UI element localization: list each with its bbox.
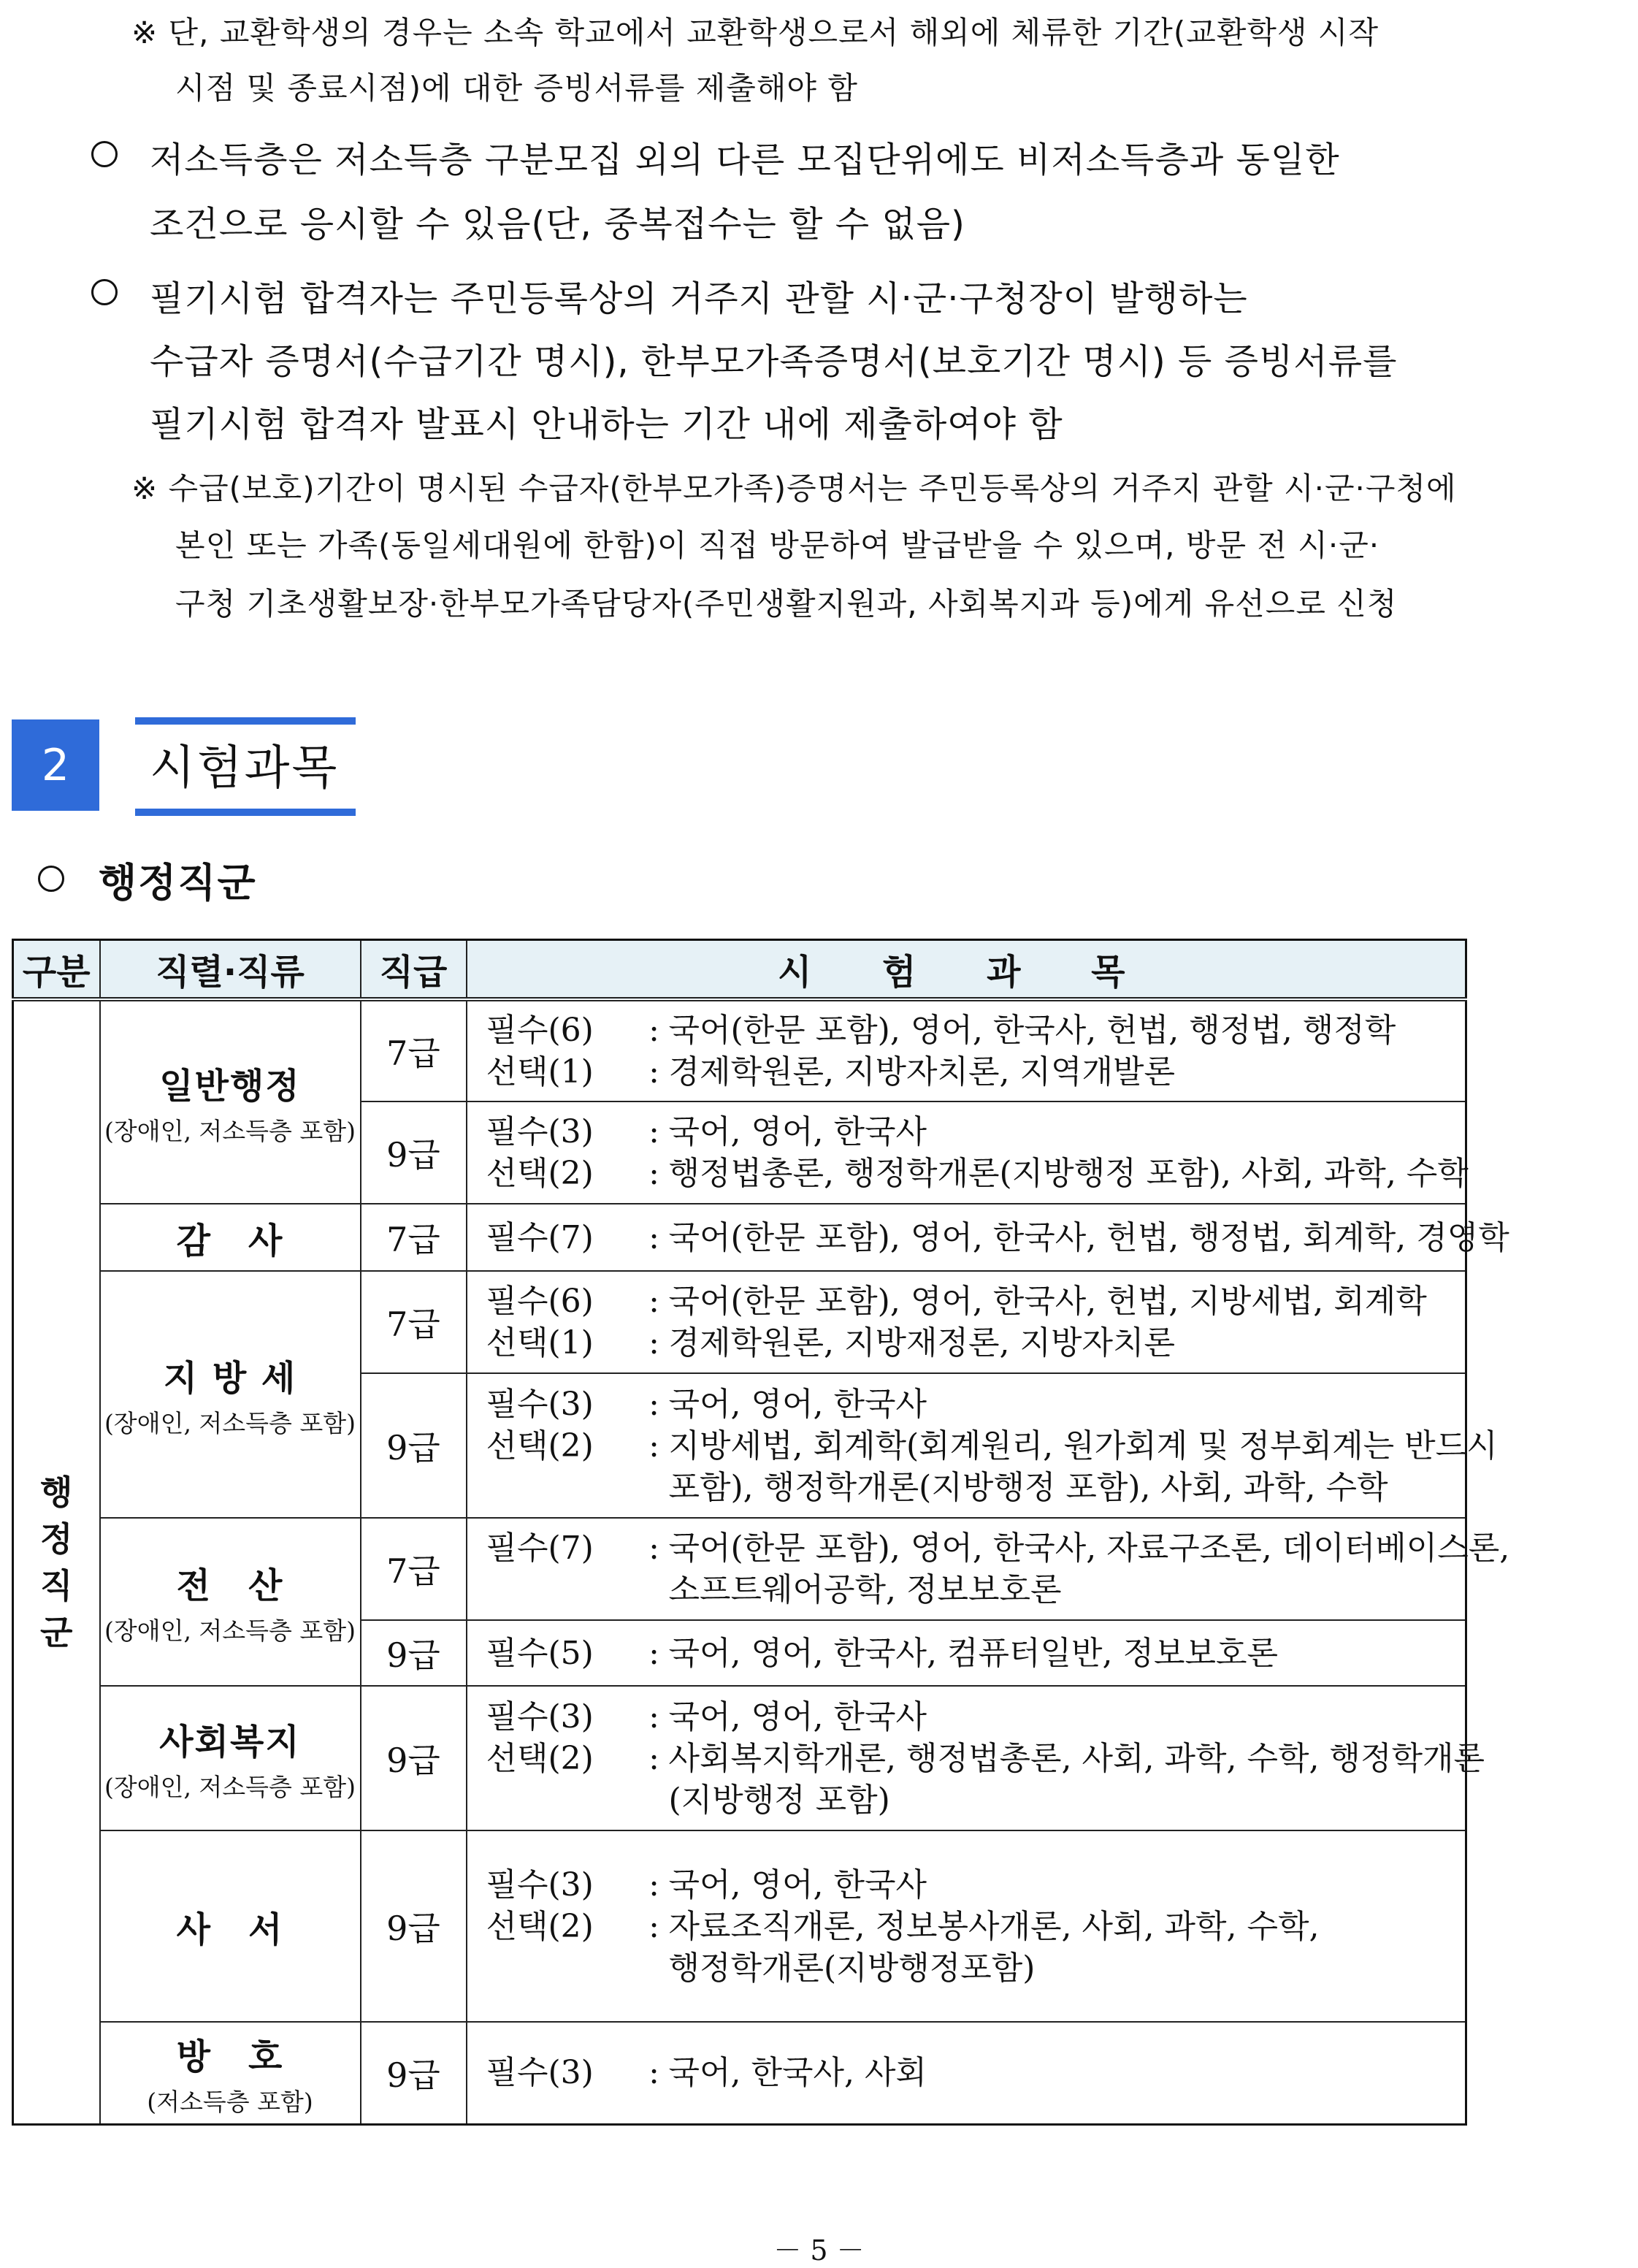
colon: : [648,1113,659,1150]
colon: : [648,1698,659,1736]
elective-subjects-continued: 행정학개론(지방행정포함) [668,1949,1036,1987]
subjects-cell [467,1620,1466,1686]
job-cell-audit [100,1204,361,1271]
required-label: 필수(7) [486,1530,594,1567]
job-cell-general-admin [100,999,361,1204]
colon: : [648,1385,659,1423]
elective-subjects: 행정법총론, 행정학개론(지방행정 포함), 사회, 과학, 수학 [668,1155,1469,1192]
required-subjects: 국어(한문 포함), 영어, 한국사, 헌법, 지방세법, 회계학 [668,1283,1427,1320]
colon: : [648,1155,659,1192]
bullet-circle-icon [38,866,64,892]
level-cell: 7급 [361,1518,467,1620]
colon: : [648,2054,659,2092]
required-subjects: 국어(한문 포함), 영어, 한국사, 자료구조론, 데이터베이스론, [668,1530,1510,1567]
subjects-cell [467,1518,1510,1620]
table-row [13,1830,1466,2022]
subjects-cell [467,999,1466,1101]
required-label: 필수(3) [486,2054,594,2092]
elective-subjects: 지방세법, 회계학(회계원리, 원가회계 및 정부회계는 반드시 [668,1427,1498,1465]
section-number-badge: 2 [12,719,99,811]
subjects-cell [467,1686,1485,1830]
table-row [13,1518,1466,1620]
header-job: 직렬·직류 [100,940,361,1000]
subjects-cell [467,1830,1466,2022]
subjects-cell [467,1204,1509,1271]
level-cell: 9급 [361,1686,467,1830]
table-row [13,1686,1466,1830]
required-label: 필수(6) [486,1283,594,1320]
colon: : [648,1530,659,1567]
level-cell: 7급 [361,1204,467,1271]
elective-subjects: 경제학원론, 지방재정론, 지방자치론 [668,1324,1176,1362]
job-cell-local-tax [100,1271,361,1518]
job-cell-protection [100,2022,361,2124]
header-group: 구분 [13,940,100,1000]
job-cell-computing [100,1518,361,1686]
elective-subjects: 경제학원론, 지방자치론, 지역개발론 [668,1053,1176,1091]
subjects-cell [467,1271,1466,1373]
subjects-cell [467,1101,1469,1204]
required-subjects: 국어(한문 포함), 영어, 한국사, 헌법, 행정법, 회계학, 경영학 [668,1218,1509,1256]
elective-label: 선택(2) [486,1907,594,1945]
colon: : [648,1324,659,1362]
colon: : [648,1907,659,1945]
colon: : [648,1634,659,1672]
job-name: 전 산 [176,1565,284,1606]
job-name: 일반행정 [159,1066,301,1107]
required-subjects: 국어, 영어, 한국사 [668,1113,927,1150]
required-subjects: 국어, 영어, 한국사 [668,1385,927,1423]
docs-bullet-line-2: 수급자 증명서(수급기간 명시), 한부모가족증명서(보호기간 명시) 등 증빙서류를 [150,341,1398,382]
elective-subjects-continued: (지방행정 포함) [668,1781,890,1819]
level-cell: 7급 [361,999,467,1101]
required-subjects: 국어, 영어, 한국사 [668,1698,927,1736]
exchange-note-line-1: ※ 단, 교환학생의 경우는 소속 학교에서 교환학생으로서 해외에 체류한 기간(교환학생 시작 [131,15,1379,50]
bullet-circle-icon [91,279,118,305]
table-row [13,1204,1466,1271]
required-label: 필수(7) [486,1218,594,1256]
job-name: 감 사 [176,1220,284,1261]
table-row [13,999,1466,1101]
required-label: 필수(3) [486,1113,594,1150]
exam-subjects-table [12,939,1510,2126]
exchange-note-line-2: 시점 및 종료시점)에 대한 증빙서류를 제출해야 함 [175,70,858,106]
subjects-cell [467,2022,1466,2124]
job-cell-social-welfare [100,1686,361,1830]
job-sub: (장애인, 저소득층 포함) [104,1117,356,1145]
level-cell: 9급 [361,1101,467,1204]
required-label: 필수(3) [486,1866,594,1904]
group-char: 군 [40,1612,73,1652]
required-label: 필수(3) [486,1698,594,1736]
lowincome-bullet-line-2: 조건으로 응시할 수 있음(단, 중복접수는 할 수 없음) [150,204,965,245]
job-name: 사회복지 [159,1722,301,1763]
header-subjects: 시 험 과 목 [467,940,1466,1000]
job-sub: (저소득층 포함) [147,2087,313,2116]
elective-label: 선택(1) [486,1324,594,1362]
job-name: 사 서 [176,1909,284,1950]
elective-label: 선택(2) [486,1155,594,1192]
required-subjects: 국어(한문 포함), 영어, 한국사, 헌법, 행정법, 행정학 [668,1012,1396,1049]
colon: : [648,1739,659,1777]
elective-label: 선택(1) [486,1053,594,1091]
job-cell-librarian [100,1830,361,2022]
level-cell: 7급 [361,1271,467,1373]
required-subjects: 국어, 한국사, 사회 [668,2054,927,2092]
group-cell [13,999,100,2124]
job-name: 방 호 [176,2036,284,2077]
job-sub: (장애인, 저소득층 포함) [104,1773,356,1801]
section-bottom-rule [135,809,356,816]
elective-label: 선택(2) [486,1739,594,1777]
colon: : [648,1427,659,1465]
cert-note-line-1: ※ 수급(보호)기간이 명시된 수급자(한부모가족)증명서는 주민등록상의 거주지 관할 시·군·구청에 [131,470,1457,506]
job-name: 지 방 세 [163,1358,297,1399]
table-row [13,1271,1466,1373]
docs-bullet-line-1: 필기시험 합격자는 주민등록상의 거주지 관할 시·군·구청장이 발행하는 [150,278,1248,319]
lowincome-bullet-line-1: 저소득층은 저소득층 구분모집 외의 다른 모집단위에도 비저소득층과 동일한 [150,140,1340,180]
required-label: 필수(5) [486,1634,594,1672]
required-subjects: 국어, 영어, 한국사 [668,1866,927,1904]
cert-note-line-3: 구청 기초생활보장·한부모가족담당자(주민생활지원과, 사회복지과 등)에게 유선으로 신청 [175,586,1398,622]
level-cell: 9급 [361,2022,467,2124]
subjects-cell [467,1373,1498,1518]
level-cell: 9급 [361,1830,467,2022]
subsection-title: 행정직군 [99,860,257,906]
page-number: － 5 － [773,2234,865,2267]
colon: : [648,1283,659,1320]
level-cell: 9급 [361,1620,467,1686]
colon: : [648,1218,659,1256]
table-header-row [13,940,1466,1000]
cert-note-line-2: 본인 또는 가족(동일세대원에 한함)이 직접 방문하여 발급받을 수 있으며, 방문 전 시·군· [175,527,1380,563]
elective-subjects-continued: 포함), 행정학개론(지방행정 포함), 사회, 과학, 수학 [668,1468,1388,1506]
job-sub: (장애인, 저소득층 포함) [104,1616,356,1645]
table-row [13,2022,1466,2124]
job-sub: (장애인, 저소득층 포함) [104,1409,356,1437]
required-subjects-continued: 소프트웨어공학, 정보보호론 [668,1571,1062,1608]
bullet-circle-icon [91,141,118,167]
elective-subjects: 자료조직개론, 정보봉사개론, 사회, 과학, 수학, [668,1907,1320,1945]
elective-subjects: 사회복지학개론, 행정법총론, 사회, 과학, 수학, 행정학개론 [668,1739,1485,1777]
elective-label: 선택(2) [486,1427,594,1465]
required-label: 필수(6) [486,1012,594,1049]
group-char: 정 [40,1519,73,1559]
docs-bullet-line-3: 필기시험 합격자 발표시 안내하는 기간 내에 제출하여야 함 [150,404,1063,445]
group-char: 행 [40,1472,73,1512]
level-cell: 9급 [361,1373,467,1518]
group-char: 직 [40,1565,73,1605]
section-top-rule [135,717,356,725]
required-label: 필수(3) [486,1385,594,1423]
header-level: 직급 [361,940,467,1000]
colon: : [648,1866,659,1904]
colon: : [648,1012,659,1049]
colon: : [648,1053,659,1091]
required-subjects: 국어, 영어, 한국사, 컴퓨터일반, 정보보호론 [668,1634,1278,1672]
section-title: 시험과목 [150,741,340,795]
